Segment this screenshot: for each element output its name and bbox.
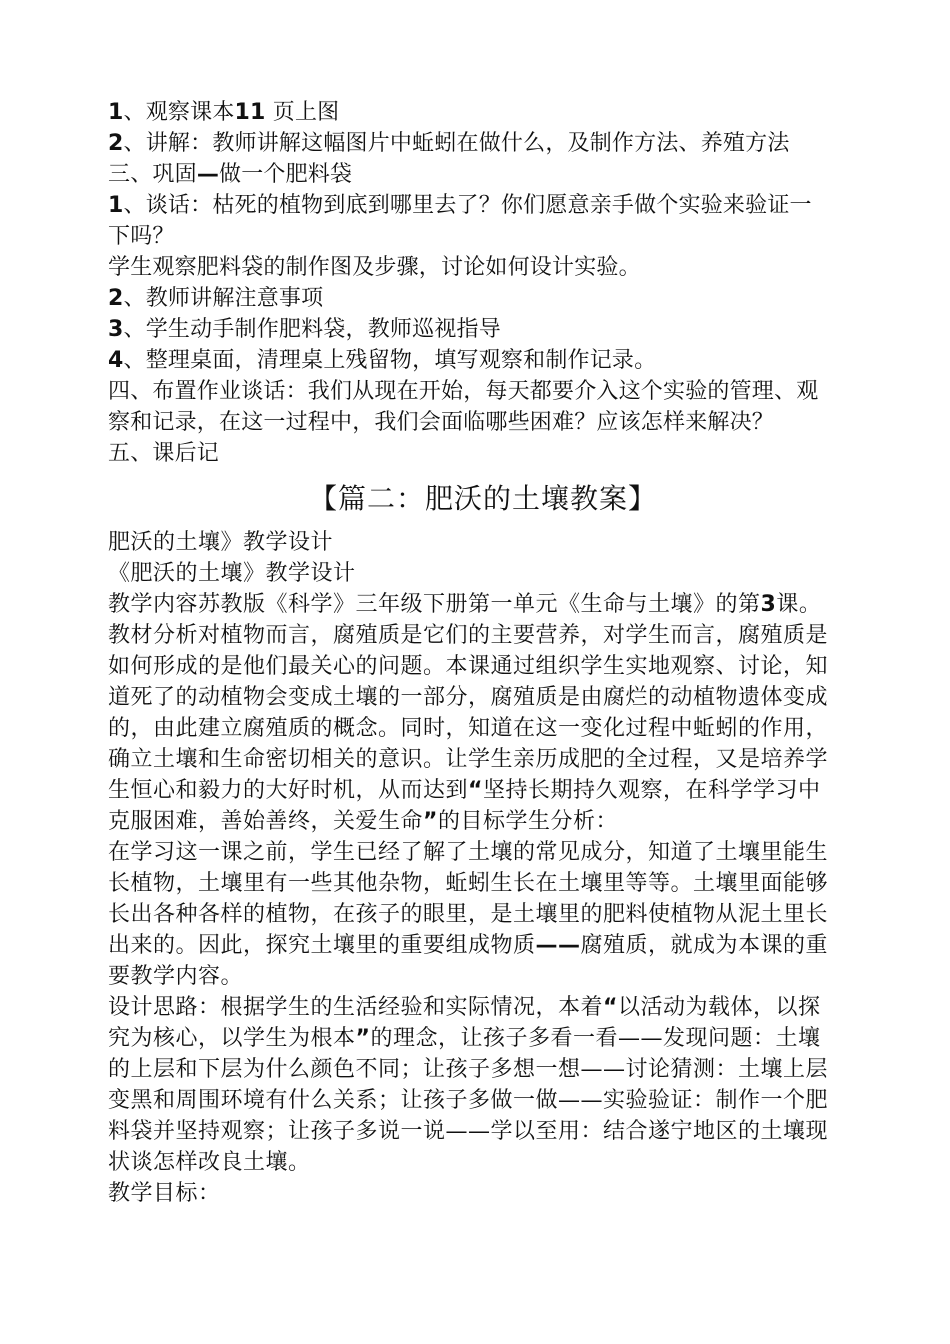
line-text: 长植物，土壤里有一些其他杂物，蚯蚓生长在土壤里等等。土壤里面能够 [108, 871, 829, 896]
line-number: 3 [108, 317, 124, 342]
line-text: 五、课后记 [108, 441, 220, 466]
line-text: 变黑和周围环境有什么关系；让孩子多做一做——实验验证：制作一个肥 [108, 1088, 829, 1113]
line-text: 、整理桌面，清理桌上残留物，填写观察和制作记录。 [123, 348, 657, 373]
line-number: 2 [108, 286, 124, 311]
line-text: 、学生动手制作肥料袋，教师巡视指导 [123, 317, 501, 342]
line-text: 察和记录，在这一过程中，我们会面临哪些困难？应该怎样来解决？ [108, 410, 775, 435]
text-line [108, 376, 858, 407]
text-line [108, 1147, 858, 1178]
document-page [108, 97, 858, 1209]
line-text: 设计思路：根据学生的生活经验和实际情况，本着 [108, 995, 604, 1020]
line-text: 学生观察肥料袋的制作图及步骤，讨论如何设计实验。 [108, 255, 641, 280]
line-text: 的，由此建立腐殖质的概念。同时，知道在这一变化过程中蚯蚓的作用， [108, 716, 829, 741]
line-number: 1 [108, 193, 124, 218]
section-heading: 【篇二：肥沃的土壤教案】 [308, 482, 657, 515]
text-line [108, 221, 858, 252]
text-line [108, 620, 858, 651]
text-line [108, 930, 858, 961]
line-text: 料袋并坚持观察；让孩子多说一说——学以至用：结合遂宁地区的土壤现 [108, 1119, 829, 1144]
line-text: 在学习这一课之前，学生已经了解了土壤的常见成分，知道了土壤里能生 [108, 840, 829, 865]
line-emphasis: —— [535, 933, 581, 958]
text-line [108, 1178, 858, 1209]
line-tail: 坚持长期持久观察，在科学学习中 [482, 778, 821, 803]
line-emphasis: 11 [234, 100, 266, 125]
text-line [108, 558, 858, 589]
text-line [108, 899, 858, 930]
line-text: 教学内容苏教版《科学》三年级下册第一单元《生命与土壤》的第 [108, 592, 761, 617]
line-number: 4 [108, 348, 124, 373]
text-line [108, 128, 858, 159]
text-line [108, 407, 858, 438]
line-tail: 课。 [776, 592, 822, 617]
text-line [108, 314, 858, 345]
text-line [108, 682, 858, 713]
text-line [108, 345, 858, 376]
line-text: 四、布置作业谈话：我们从现在开始，每天都要介入这个实验的管理、观 [108, 379, 819, 404]
text-line [108, 775, 858, 806]
text-line [108, 159, 858, 190]
line-text: 、谈话：枯死的植物到底到哪里去了？你们愿意亲手做个实验来验证一 [123, 193, 812, 218]
text-line [108, 1085, 858, 1116]
text-line [108, 97, 858, 128]
text-line [108, 1023, 858, 1054]
text-line [108, 806, 858, 837]
line-text: 的上层和下层为什么颜色不同；让孩子多想一想——讨论猜测：土壤上层 [108, 1057, 829, 1082]
line-number: 2 [108, 131, 124, 156]
line-text: 长出各种各样的植物，在孩子的眼里，是土壤里的肥料使植物从泥土里长 [108, 902, 829, 927]
text-line [108, 713, 858, 744]
teaching-design-section [108, 527, 858, 1209]
text-line [108, 651, 858, 682]
lesson-steps-section [108, 97, 858, 469]
line-emphasis: “ [603, 995, 618, 1020]
line-text: 、讲解：教师讲解这幅图片中蚯蚓在做什么，及制作方法、养殖方法 [123, 131, 790, 156]
line-text: 《肥沃的土壤》教学设计 [108, 561, 356, 586]
text-line [108, 961, 858, 992]
line-emphasis: “ [468, 778, 483, 803]
text-line [108, 283, 858, 314]
text-line [108, 527, 858, 558]
text-line [108, 837, 858, 868]
text-line [108, 992, 858, 1023]
text-line [108, 1054, 858, 1085]
line-text: 三、巩固 [108, 162, 197, 187]
line-text: 确立土壤和生命密切相关的意识。让学生亲历成肥的全过程，又是培养学 [108, 747, 829, 772]
line-text: 生恒心和毅力的大好时机，从而达到 [108, 778, 469, 803]
line-text: 、教师讲解注意事项 [123, 286, 324, 311]
line-text: 、观察课本 [123, 100, 235, 125]
line-text: 要教学内容。 [108, 964, 244, 989]
line-text: 肥沃的土壤》教学设计 [108, 530, 334, 555]
text-line [108, 1116, 858, 1147]
line-text: 教材分析对植物而言，腐殖质是它们的主要营养，对学生而言，腐殖质是 [108, 623, 829, 648]
text-line [108, 744, 858, 775]
line-tail: 的理念，让孩子多看一看——发现问题：土壤 [370, 1026, 821, 1051]
line-emphasis: ” [355, 1026, 371, 1051]
line-text: 如何形成的是他们最关心的问题。本课通过组织学生实地观察、讨论，知 [108, 654, 829, 679]
text-line [108, 868, 858, 899]
line-text: 道死了的动植物会变成土壤的一部分，腐殖质是由腐烂的动植物遗体变成 [108, 685, 829, 710]
line-text: 出来的。因此，探究土壤里的重要组成物质 [108, 933, 536, 958]
line-tail: 的目标学生分析： [437, 809, 618, 834]
line-emphasis: — [196, 162, 220, 187]
line-number: 1 [108, 100, 124, 125]
line-text: 下吗？ [108, 224, 175, 249]
line-text: 克服困难，善始善终，关爱生命 [108, 809, 424, 834]
line-emphasis: 3 [760, 592, 777, 617]
text-line [108, 589, 858, 620]
line-tail: 做一个肥料袋 [219, 162, 353, 187]
line-text: 状谈怎样改良土壤。 [108, 1150, 311, 1175]
line-text: 究为核心，以学生为根本 [108, 1026, 356, 1051]
line-tail: 以活动为载体，以探 [617, 995, 821, 1020]
text-line [108, 190, 858, 221]
line-emphasis: ” [423, 809, 438, 834]
line-tail: 腐殖质，就成为本课的重 [580, 933, 829, 958]
text-line [108, 252, 858, 283]
text-line [108, 438, 858, 469]
line-text: 教学目标： [108, 1181, 221, 1206]
line-tail: 页上图 [265, 100, 340, 125]
